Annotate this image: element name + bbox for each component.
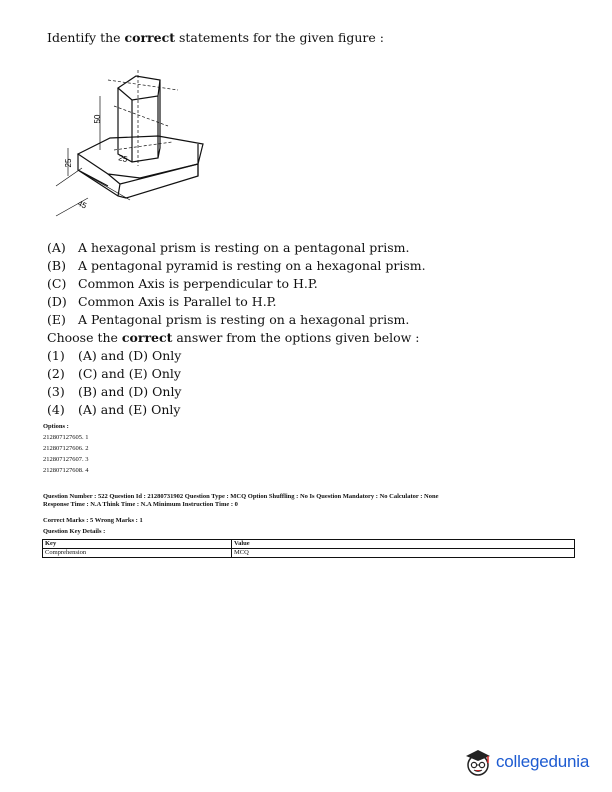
question-prefix: Identify the bbox=[47, 30, 125, 45]
key-details-heading: Question Key Details : bbox=[43, 528, 106, 535]
dim-25-side-label: 25 bbox=[64, 158, 73, 168]
pent-prism-top bbox=[118, 76, 160, 100]
statement-e: (E) A Pentagonal prism is resting on a hexagonal prism. bbox=[47, 312, 410, 327]
dim-25-top-label: 25 bbox=[117, 153, 129, 165]
question-bold: correct bbox=[124, 30, 175, 45]
hex-prism-top bbox=[78, 136, 203, 178]
options-heading: Options : bbox=[43, 423, 69, 430]
row-value: MCQ bbox=[232, 549, 575, 558]
row-key: Comprehension bbox=[43, 549, 232, 558]
header-key: Key bbox=[43, 540, 232, 549]
statements-list bbox=[47, 239, 426, 419]
collegedunia-logo bbox=[463, 747, 589, 777]
statement-a: (A) A hexagonal prism is resting on a pentagonal prism. bbox=[47, 240, 410, 255]
statement-c: (C) Common Axis is perpendicular to H.P. bbox=[47, 276, 318, 291]
answer-option-1[interactable]: (1) (A) and (D) Only bbox=[47, 348, 182, 363]
table-row bbox=[43, 549, 575, 558]
header-value: Value bbox=[232, 540, 575, 549]
answer-option-4[interactable]: (4) (A) and (E) Only bbox=[47, 402, 181, 417]
options-ids-block bbox=[43, 421, 89, 476]
dim-50-label: 50 bbox=[93, 114, 102, 124]
option-id: 212807127607. 3 bbox=[43, 456, 89, 463]
option-id: 212807127606. 2 bbox=[43, 445, 89, 452]
option-id: 212807127605. 1 bbox=[43, 434, 89, 441]
statement-b: (B) A pentagonal pyramid is resting on a hexagonal prism. bbox=[47, 258, 426, 273]
statement-d: (D) Common Axis is Parallel to H.P. bbox=[47, 294, 277, 309]
dim-45-label: 45 bbox=[76, 198, 89, 211]
meta-line-2: Response Time : N.A Think Time : N.A Minimum Instruction Time : 0 bbox=[43, 501, 238, 508]
graduate-mascot-icon bbox=[463, 747, 493, 777]
prism-figure bbox=[48, 66, 218, 231]
meta-line-1: Question Number : 522 Question Id : 21280731902 Question Type : MCQ Option Shuffling : No Is Question Mandatory : No Calculator : None bbox=[43, 493, 439, 500]
marks-line: Correct Marks : 5 Wrong Marks : 1 bbox=[43, 517, 143, 524]
question-text bbox=[47, 30, 384, 45]
question-suffix: statements for the given figure : bbox=[174, 30, 384, 45]
choose-instruction: Choose the correct answer from the options given below : bbox=[47, 330, 420, 345]
question-meta bbox=[43, 493, 573, 536]
answer-option-3[interactable]: (3) (B) and (D) Only bbox=[47, 384, 182, 399]
answer-option-2[interactable]: (2) (C) and (E) Only bbox=[47, 366, 181, 381]
table-header-row bbox=[43, 540, 575, 549]
key-details-table bbox=[42, 539, 575, 558]
option-id: 212807127608. 4 bbox=[43, 467, 89, 474]
logo-text: collegedunia bbox=[496, 752, 590, 771]
